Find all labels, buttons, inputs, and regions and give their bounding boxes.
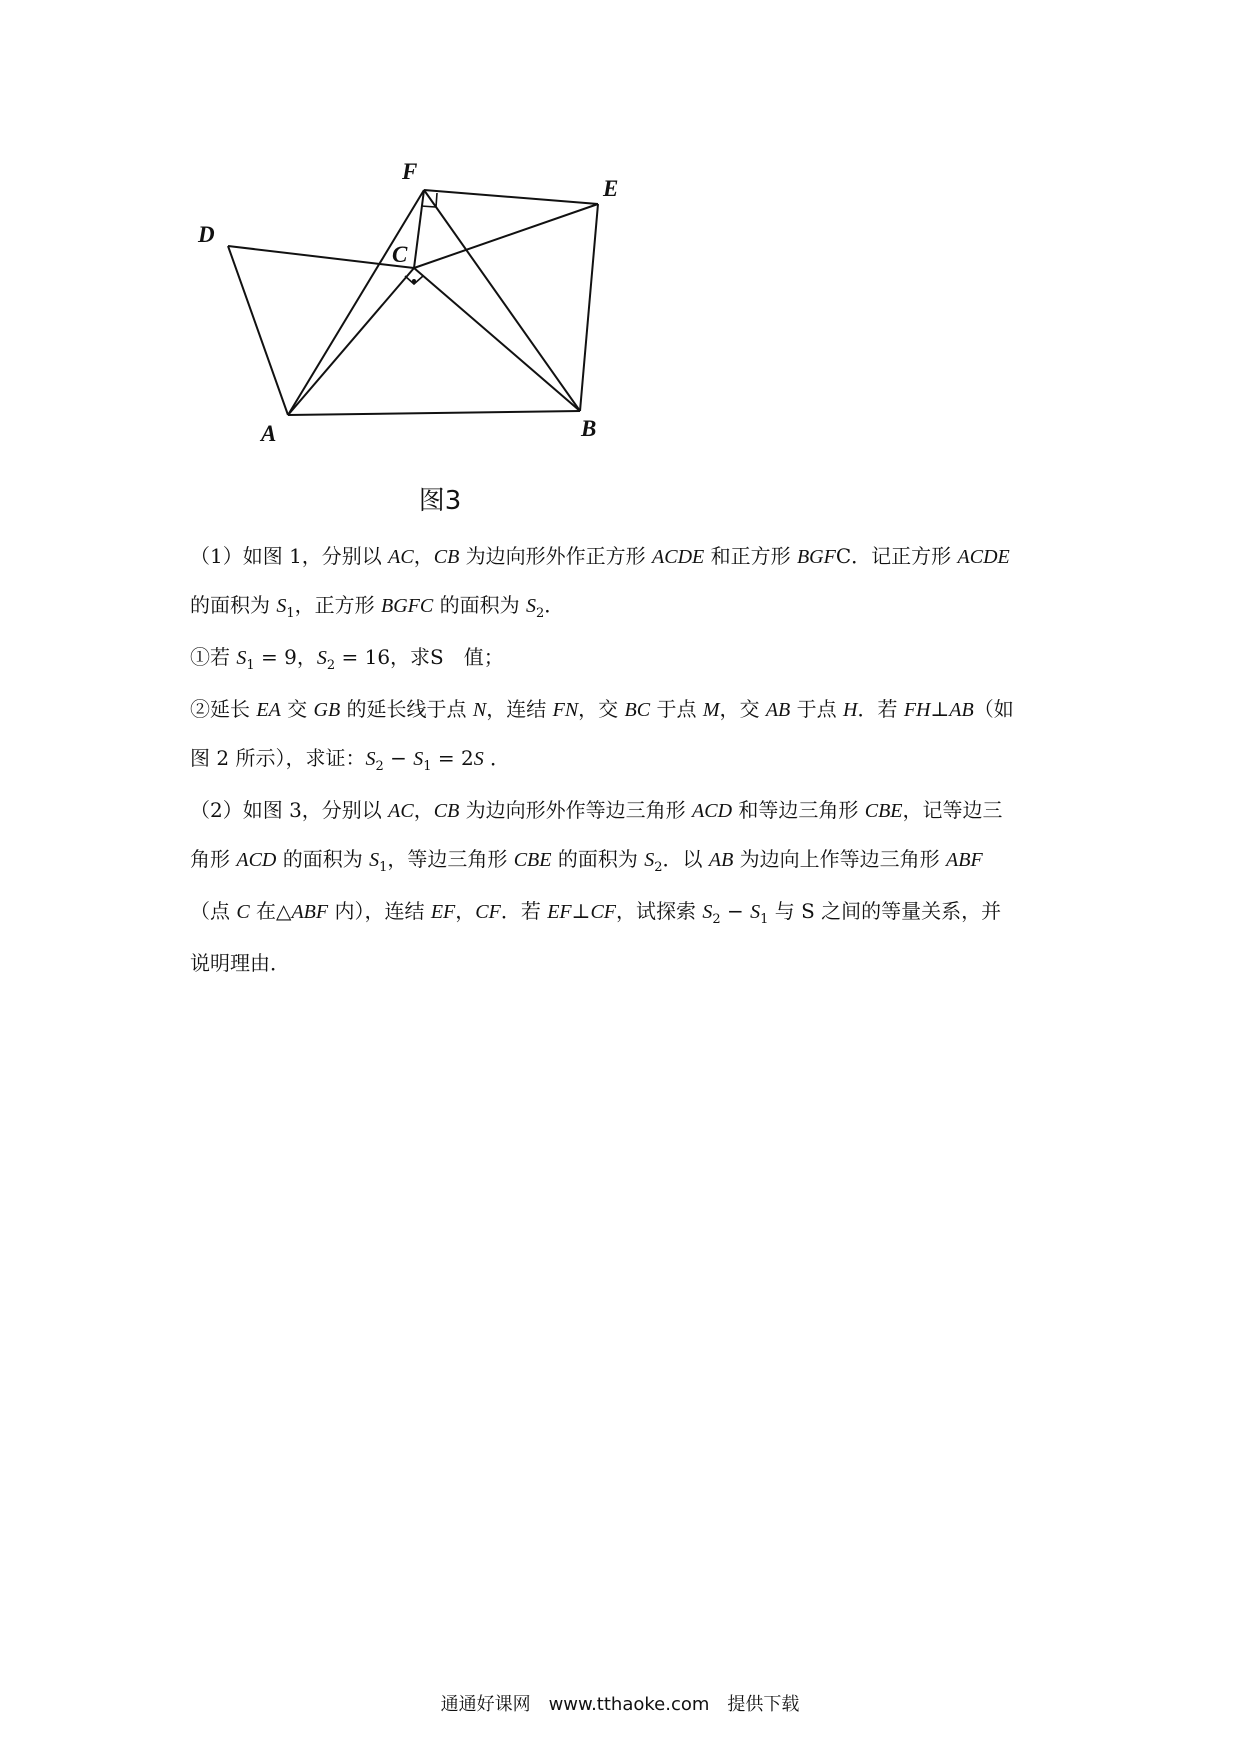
label-E: E [603,176,619,201]
label-F: F [402,159,418,184]
problem-line-8: （点 C 在△ ABF 内），连结 EF ， CF ．若 EF ⊥ CF ，试探索 S 2 − S 1 与 S 之间的等量关系，并 [190,899,1002,927]
problem-line-2: 的面积为 S 1 ，正方形 BGFC 的面积为 S 2 ． [190,593,565,621]
label-B: B [581,416,597,441]
point-C-dot [412,279,416,283]
problem-text [190,532,1070,987]
geometry-figure [0,0,1240,480]
label-A: A [261,421,277,446]
problem-line-4: ②延长 EA 交 GB 的延长线于点 N ，连结 FN ，交 BC 于点 M ，交 AB 于点 H ．若 FH ⊥ AB （如 [190,697,1014,721]
problem-line-7: 角形 ACD 的面积为 S 1 ，等边三角形 CBE 的面积为 S 2 ．以 AB 为边向上作等边三角形 ABF [190,847,983,875]
problem-line-6: （2）如图 3，分别以 AC ， CB 为边向形外作等边三角形 ACD 和等边三角形 CBE ，记等边三 [190,798,1003,822]
problem-line-9: 说明理由． [190,951,290,975]
problem-line-3: ①若 S 1 = 9， S 2 = 16，求S 值； [190,645,504,673]
page-footer: 通通好课网 www.tthaoke.com 提供下载 [440,1694,800,1715]
problem-line-1: （1）如图 1，分别以 AC ， CB 为边向形外作正方形 ACDE 和正方形 BGF C．记正方形 ACDE [190,544,1010,568]
segment-DA [228,246,288,415]
segment-FB [424,190,580,411]
problem-line-5: 图 2 所示），求证： S 2 − S 1 = 2 S ． [190,746,511,774]
segment-FE [424,190,598,204]
segment-DC [228,246,414,268]
segment-EB [580,204,598,411]
segment-CB [414,268,580,411]
segment-AB [288,411,580,415]
figure-caption: 图3 [418,486,462,516]
segment-FA [288,190,424,415]
segment-FC [414,190,424,268]
segment-AC [288,268,414,415]
label-D: D [198,222,215,247]
label-C: C [392,242,408,267]
